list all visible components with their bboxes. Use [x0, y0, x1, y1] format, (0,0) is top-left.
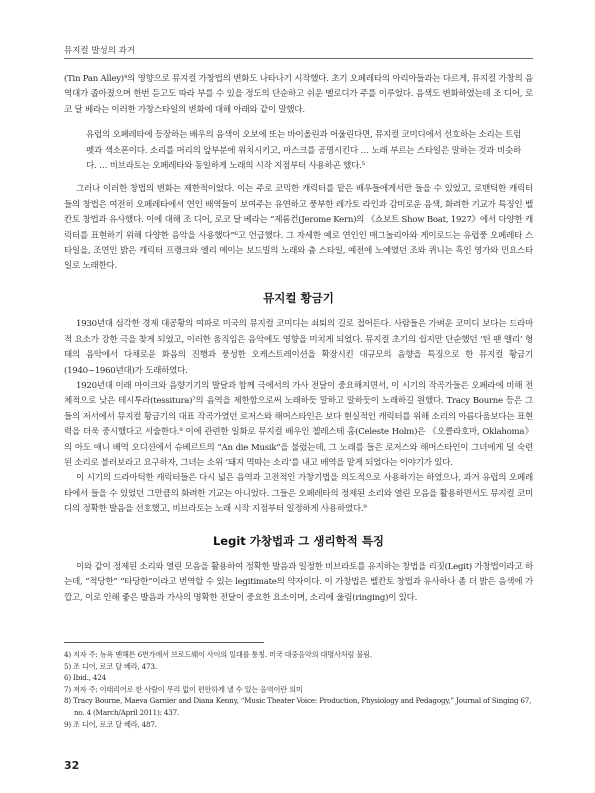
footnote: 5) 조 디어, 로코 달 베라, 473. — [64, 661, 157, 671]
paragraph: 1930년대 심각한 경제 대공황의 여파로 미국의 뮤지컬 코미디는 쇠퇴의 길로 접어든다. 사람들은 가벼운 코미디 보다는 드라마적 요소가 강한 극을 찾게 되었고, 이러한 움직임은 음악에도 영향을 미치게 되었다. 뮤지컬 초기의 쉽지만 단순했던 ‘틴 팬 앨리’ 형태의 음악에서 다채로운 화음의 진행과 풍성한 오케스트레이션을 확장시킨 대규모의 음향을 특징으로 한 뮤지컬 황금기(1940~1960년대)가 도래하였다. — [64, 319, 533, 376]
footnote: 6) Ibid., 424 — [64, 673, 106, 683]
paragraph: 이와 같이 정제된 소리와 열린 모음을 활용하여 정확한 발음과 일정한 비브라토를 유지하는 창법을 리짓(Legit) 가창법이라고 하는데, “적당한” “타당한”이라고 번역할 수 있는 legitimate의 약자이다. 이 가창법은 벨칸토 창법과 유사하나 좀 더 밝은 음색에 가깝고, 이로 인해 좋은 발음과 가사의 명확한 전달이 중요한 요소이며, 소리에 울림(ringing)이 있다. — [64, 561, 533, 603]
section-heading-golden-age: 뮤지컬 황금기 — [263, 290, 334, 305]
paragraph: (Tin Pan Alley)⁴의 영향으로 뮤지컬 가창법의 변화도 나타나기 시작했다. 초기 오페레타의 아리아들과는 다르게, 뮤지컬 가창의 음역대가 좁아졌으며 한번 듣고도 따라 부를 수 있을 정도의 단순하고 쉬운 멜로디가 주를 이루었다. 음색도 변화하였는데 조 디어, 로코 달 베라는 이러한 가창스타일의 변화에 대해 아래와 같이 말했다. — [64, 74, 533, 115]
footnote: 8) Tracy Bourne, Maeva Garnier and Diana Kenny, “Music Theater Voice: Production, Physiology and Pedagogy,” Journal of Singing 67, no. 4 (March/April 2011): 437. — [64, 696, 532, 717]
page-number: 32 — [64, 759, 80, 772]
footnote: 9) 조 디어, 로코 달 베라, 487. — [64, 719, 157, 729]
footnote: 7) 저자 주: 이태리어로 한 사람이 무리 없이 편안하게 낼 수 있는 음역이란 의미 — [64, 684, 303, 694]
section-heading-legit: Legit 가창법과 그 생리학적 특징 — [212, 533, 384, 548]
footnote-divider — [64, 642, 264, 643]
paragraph: 그러나 이러한 창법의 변화는 제한적이었다. 이는 주로 코믹한 캐릭터를 맡은 배우들에게서만 들을 수 있었고, 로맨틱한 캐릭터들의 창법은 여전히 오페레타에서 연인 배역들이 보여주는 유연하고 풍부한 레가토 라인과 감미로운 음색, 화려한 기교가 특징인 벨칸토 창법과 유사했다. 이에 대해 조 디어, 로코 달 베라는 “제롬컨(Jerome Kern)의 《쇼보트 Show Boat, 1927》에서 다양한 캐릭터를 표현하기 위해 다양한 음악을 사용했다”⁶고 언급했다. 그 자세한 예로 연인인 매그놀리아와 게이로드는 유럽풍 오페레타 스타일을, 조연인 밝은 캐릭터 프랭크와 엘리 메이는 보드빌의 노래와 춤 스타일, 예전에 노예였던 조와 퀴니는 흑인 영가와 민요스타일로 노래한다. — [64, 184, 533, 272]
paragraph: 이 시기의 드라마틱한 캐릭터들은 다시 넓은 음역과 고전적인 가창기법을 의도적으로 사용하기는 하였으나, 과거 유럽의 오페레타에서 들을 수 있었던 그만큼의 화려한 기교는 아니었다. 그들은 오페레타의 정제된 소리와 열린 모음을 활용하면서도 뮤지컬 코미디의 정확한 발음을 선호했고, 비브라토는 노래 시작 지점부터 일정하게 사용하였다.⁹ — [64, 473, 533, 515]
footnote: 4) 저자 주: 뉴욕 맨해튼 6번가에서 브로드웨이 사이의 일대를 통칭. 미국 대중음악의 대명사처럼 불림. — [64, 650, 372, 659]
header-divider — [64, 58, 533, 59]
main-text — [64, 72, 533, 612]
footnotes — [64, 649, 534, 730]
paragraph: 1920년대 이래 마이크와 음향기기의 발달과 함께 극에서의 가사 전달이 중요해지면서, 이 시기의 작곡가들은 오페라에 비해 전체적으로 낮은 테시투라(tessitura)⁷의 음역을 제한함으로써 노래하듯 말하고 말하듯이 노래하길 원했다. Tracy Bourne 등은 그들의 저서에서 뮤지컬 황금기의 대표 작곡가였던 로저스와 해머스타인은 보다 현실적인 캐릭터를 위해 소리의 아름다움보다는 표현력을 더욱 중시했다고 서술한다.⁸ 이에 관련한 일화로 뮤지컬 배우인 첼레스테 홈(Celeste Holm)은 《오클라호마, Oklahoma》의 아도 애니 배역 오디션에서 슈베르트의 “An die Musik”을 불렀는데, 그 노래를 들은 로저스와 해머스타인이 그녀에게 덜 숙련된 소리로 불러보라고 요구하자, 그녀는 소위 ‘돼지 멱따는 소리’를 내고 배역을 맡게 되었다는 이야기가 있다. — [64, 380, 533, 468]
block-quote: 유럽의 오페레타에 등장하는 배우의 음색이 오보에 또는 바이올린과 어울린다면, 뮤지컬 코미디에서 선호하는 소리는 트럼펫과 색소폰이다. 소리를 머리의 앞부분에 위치시키고, 마스크를 공명시킨다 … 노래 부르는 스타일은 말하는 것과 비슷하다. … 비브라토는 오페레타와 동일하게 노래의 시작 지점부터 사용하곤 했다.⁵ — [86, 130, 521, 172]
running-head: 뮤지컬 발성의 과거 — [64, 46, 136, 56]
